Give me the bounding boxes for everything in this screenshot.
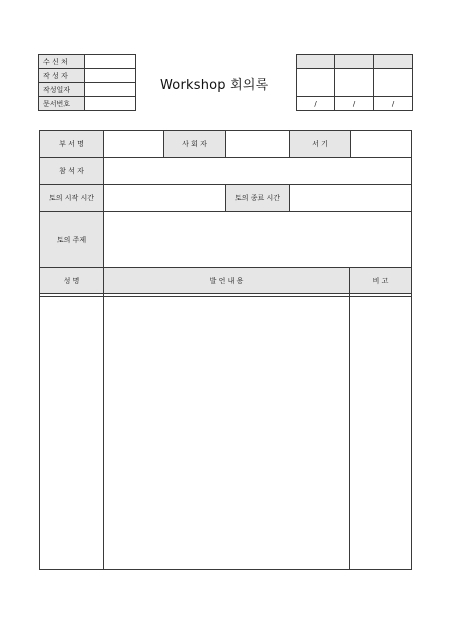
topic-field[interactable] (104, 212, 412, 268)
name-column-header: 성 명 (40, 268, 104, 294)
author-label: 작 성 자 (39, 69, 85, 83)
secretary-label: 서 기 (290, 131, 351, 158)
approval-sign-cell[interactable] (297, 69, 335, 97)
attendees-label: 참 석 자 (40, 158, 104, 185)
approval-date-cell[interactable]: / (297, 97, 335, 111)
approval-header-cell (374, 55, 413, 69)
moderator-field[interactable] (226, 131, 290, 158)
approval-date-cell[interactable]: / (374, 97, 413, 111)
approval-header-cell (335, 55, 374, 69)
recipient-label: 수 신 처 (39, 55, 85, 69)
recipient-field[interactable] (85, 55, 136, 69)
meeting-info-table (39, 130, 412, 268)
doc-number-label: 문서번호 (39, 97, 85, 111)
approval-sign-cell[interactable] (374, 69, 413, 97)
note-column-body[interactable] (350, 297, 412, 570)
page-title: Workshop 회의록 (160, 78, 269, 93)
author-field[interactable] (85, 69, 136, 83)
secretary-field[interactable] (351, 131, 412, 158)
end-time-field[interactable] (290, 185, 412, 212)
moderator-label: 사 회 자 (164, 131, 226, 158)
doc-number-field[interactable] (85, 97, 136, 111)
date-written-label: 작성일자 (39, 83, 85, 97)
approval-sign-cell[interactable] (335, 69, 374, 97)
topic-label: 토의 주제 (40, 212, 104, 268)
end-time-label: 토의 종료 시간 (226, 185, 290, 212)
approval-box (296, 54, 413, 111)
name-column-body[interactable] (40, 297, 104, 570)
content-column-body[interactable] (104, 297, 350, 570)
start-time-label: 토의 시작 시간 (40, 185, 104, 212)
info-table (38, 54, 136, 111)
approval-header-cell (297, 55, 335, 69)
approval-date-cell[interactable]: / (335, 97, 374, 111)
attendees-field[interactable] (104, 158, 412, 185)
date-written-field[interactable] (85, 83, 136, 97)
start-time-field[interactable] (104, 185, 226, 212)
note-column-header: 비 고 (350, 268, 412, 294)
department-field[interactable] (104, 131, 164, 158)
content-column-header: 발 언 내 용 (104, 268, 350, 294)
department-label: 부 서 명 (40, 131, 104, 158)
statements-table (39, 267, 412, 570)
